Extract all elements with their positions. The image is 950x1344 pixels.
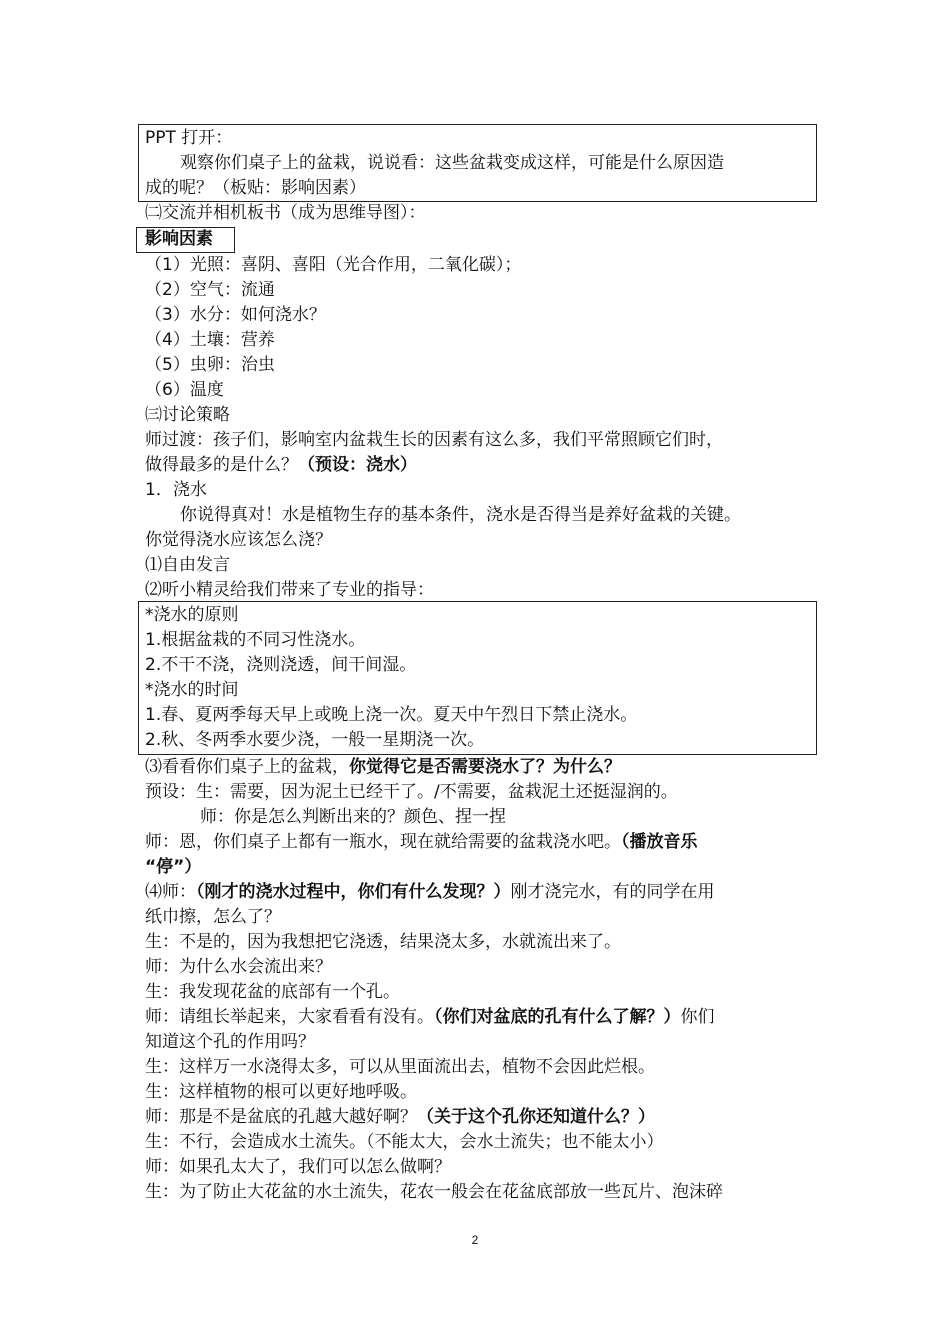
guide-line: *浇水的原则 <box>145 605 239 625</box>
ppt-open-line: PPT 打开： <box>145 128 233 148</box>
factor-item: （5）虫卵：治虫 <box>145 355 275 375</box>
teacher-water-cont: “停”） <box>145 857 202 877</box>
guide-line: *浇水的时间 <box>145 680 239 700</box>
observe-line-cont: 成的呢？（板贴：影响因素） <box>145 178 366 198</box>
student-reply: 生：不是的，因为我想把它浇透，结果浇太多，水就流出来了。 <box>145 932 621 952</box>
page-number: 2 <box>471 1233 479 1247</box>
guide-line: 1.春、夏两季每天早上或晚上浇一次。夏天中午烈日下禁止浇水。 <box>145 705 638 725</box>
transition-line-cont: 做得最多的是什么？（预设：浇水） <box>145 455 417 475</box>
teacher-water: 师：恩，你们桌子上都有一瓶水，现在就给需要的盆栽浇水吧。（播放音乐 <box>145 832 698 852</box>
guide-line: 2.秋、冬两季水要少浇，一般一星期浇一次。 <box>145 730 485 750</box>
section-2-heading: ㈡交流并相机板书（成为思维导图）： <box>145 203 426 223</box>
factor-item: （6）温度 <box>145 380 224 400</box>
student-reply: 生：这样万一水浇得太多，可以从里面流出去，植物不会因此烂根。 <box>145 1057 655 1077</box>
step-4-question-cont: 纸巾擦，怎么了？ <box>145 907 281 927</box>
factors-title: 影响因素 <box>145 229 213 249</box>
watering-paragraph-cont: 你觉得浇水应该怎么浇？ <box>145 530 332 550</box>
student-reply: 生：这样植物的根可以更好地呼吸。 <box>145 1082 417 1102</box>
teacher-question-cont: 知道这个孔的作用吗？ <box>145 1032 315 1052</box>
factor-item: （4）土壤：营养 <box>145 330 275 350</box>
student-reply: 生：我发现花盆的底部有一个孔。 <box>145 982 400 1002</box>
teacher-question: 师：为什么水会流出来？ <box>145 957 332 977</box>
factor-item: （1）光照：喜阴、喜阳（光合作用，二氧化碳）； <box>145 255 522 275</box>
teacher-judge: 师：你是怎么判断出来的？颜色、捏一捏 <box>200 807 506 827</box>
student-reply: 生：不行，会造成水土流失。（不能太大，会水土流失；也不能太小） <box>145 1132 664 1152</box>
student-reply: 生：为了防止大花盆的水土流失，花农一般会在花盆底部放一些瓦片、泡沫碎 <box>145 1182 723 1202</box>
preset-answer: 预设：生：需要，因为泥土已经干了。/不需要，盆栽泥土还挺湿润的。 <box>145 782 678 802</box>
step-4-question: ⑷师：（刚才的浇水过程中，你们有什么发现？）刚才浇完水，有的同学在用 <box>145 882 715 902</box>
step-3-question: ⑶看看你们桌子上的盆栽，你觉得它是否需要浇水了？为什么？ <box>145 757 621 777</box>
guide-line: 1.根据盆栽的不同习性浇水。 <box>145 630 366 650</box>
watering-paragraph: 你说得真对！水是植物生存的基本条件，浇水是否得当是养好盆栽的关键。 <box>180 505 741 525</box>
guide-line: 2.不干不浇，浇则浇透，间干间湿。 <box>145 655 417 675</box>
transition-line: 师过渡：孩子们，影响室内盆栽生长的因素有这么多，我们平常照顾它们时， <box>145 430 723 450</box>
watering-title: 1．浇水 <box>145 480 207 500</box>
teacher-question: 师：请组长举起来，大家看看有没有。（你们对盆底的孔有什么了解？）你们 <box>145 1007 715 1027</box>
teacher-question: 师：如果孔太大了，我们可以怎么做啊？ <box>145 1157 451 1177</box>
teacher-question: 师：那是不是盆底的孔越大越好啊？（关于这个孔你还知道什么？） <box>145 1107 655 1127</box>
factor-item: （3）水分：如何浇水？ <box>145 305 326 325</box>
factor-item: （2）空气：流通 <box>145 280 275 300</box>
section-3-heading: ㈢讨论策略 <box>145 405 230 425</box>
step-expert-guide: ⑵听小精灵给我们带来了专业的指导： <box>145 580 434 600</box>
observe-line: 观察你们桌子上的盆栽，说说看：这些盆栽变成这样，可能是什么原因造 <box>180 153 724 173</box>
step-free-talk: ⑴自由发言 <box>145 555 230 575</box>
